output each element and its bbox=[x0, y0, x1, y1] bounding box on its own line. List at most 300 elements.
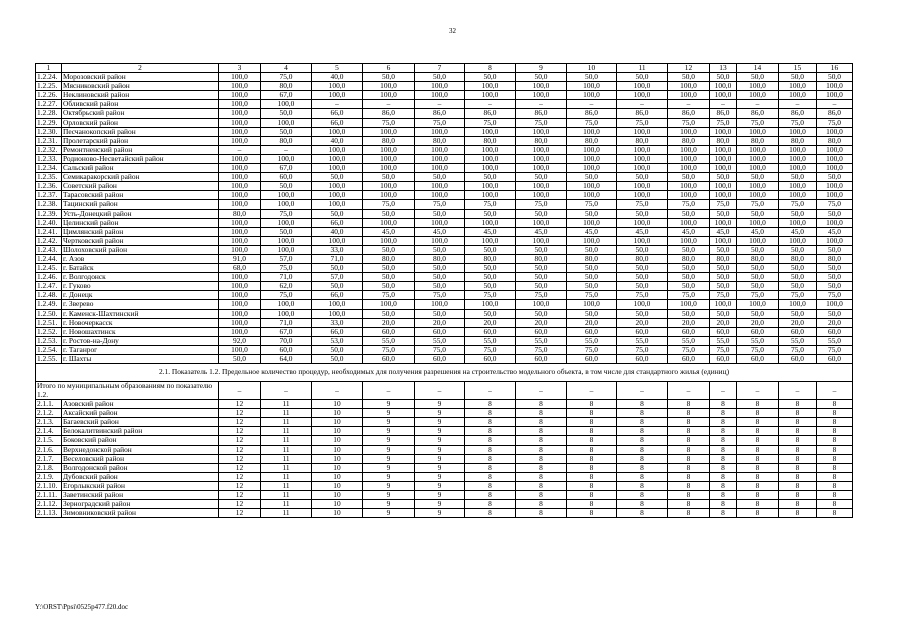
table-cell: 100,0 bbox=[737, 145, 779, 154]
table-cell: 11 bbox=[261, 418, 312, 427]
table-row bbox=[36, 182, 853, 191]
table-cell: 50,0 bbox=[779, 173, 817, 182]
table-cell: 50,0 bbox=[668, 282, 710, 291]
table-cell: 8 bbox=[668, 418, 710, 427]
table-cell: 50,0 bbox=[817, 73, 853, 82]
table-cell: 50,0 bbox=[668, 264, 710, 273]
table-cell: 100,0 bbox=[668, 82, 710, 91]
table-cell: 1.2.48. bbox=[36, 291, 62, 300]
table-cell: 75,0 bbox=[465, 291, 516, 300]
table-cell: 75,0 bbox=[668, 345, 710, 354]
table-cell: 50,0 bbox=[465, 309, 516, 318]
table-cell: 8 bbox=[668, 427, 710, 436]
table-cell: 8 bbox=[710, 509, 737, 518]
table-row bbox=[36, 336, 853, 345]
table-cell: 100,0 bbox=[779, 154, 817, 163]
table-cell: Белокалитвинский район bbox=[62, 427, 219, 436]
table-cell: 8 bbox=[737, 409, 779, 418]
table-cell: 100,0 bbox=[779, 191, 817, 200]
table-cell: 100,0 bbox=[779, 91, 817, 100]
table-cell: 86,0 bbox=[465, 109, 516, 118]
table-cell: 100,0 bbox=[779, 218, 817, 227]
table-cell: – bbox=[415, 100, 465, 109]
table-cell: 100,0 bbox=[668, 182, 710, 191]
table-cell: 8 bbox=[779, 409, 817, 418]
table-cell: 10 bbox=[312, 481, 363, 490]
table-row bbox=[36, 136, 853, 145]
table-cell: 1.2.31. bbox=[36, 136, 62, 145]
table-cell: 100,0 bbox=[668, 218, 710, 227]
table-cell: 12 bbox=[219, 427, 261, 436]
table-cell: 100,0 bbox=[219, 82, 261, 91]
table-cell: 9 bbox=[415, 509, 465, 518]
table-cell: 53,0 bbox=[312, 336, 363, 345]
table-cell: 100,0 bbox=[710, 164, 737, 173]
table-cell: 50,0 bbox=[737, 173, 779, 182]
table-cell: 60,0 bbox=[363, 355, 415, 364]
table-cell: 100,0 bbox=[363, 182, 415, 191]
table-cell: 10 bbox=[312, 472, 363, 481]
table-cell: 8 bbox=[668, 500, 710, 509]
table-cell: 8 bbox=[567, 463, 617, 472]
table-cell: 8 bbox=[465, 436, 516, 445]
table-cell: 100,0 bbox=[261, 218, 312, 227]
table-cell: 100,0 bbox=[617, 300, 668, 309]
table-cell: 86,0 bbox=[668, 109, 710, 118]
table-cell: Неклиновский район bbox=[62, 91, 219, 100]
table-cell: 50,0 bbox=[617, 209, 668, 218]
table-cell: 100,0 bbox=[779, 145, 817, 154]
table-cell: 62,0 bbox=[261, 282, 312, 291]
table-cell: 12 bbox=[219, 436, 261, 445]
table-row bbox=[36, 209, 853, 218]
table-cell: 11 bbox=[261, 400, 312, 409]
table-cell: 100,0 bbox=[465, 164, 516, 173]
table-cell: 8 bbox=[617, 427, 668, 436]
table-cell: 100,0 bbox=[516, 154, 567, 163]
table-cell: – bbox=[261, 382, 312, 400]
table-row bbox=[36, 118, 853, 127]
table-cell: 64,0 bbox=[261, 355, 312, 364]
table-cell: 4 bbox=[261, 64, 312, 73]
table-cell: 60,0 bbox=[516, 327, 567, 336]
table-cell: 100,0 bbox=[710, 145, 737, 154]
table-cell: 9 bbox=[363, 436, 415, 445]
table-cell: 8 bbox=[668, 454, 710, 463]
table-row bbox=[36, 355, 853, 364]
table-cell: 50,0 bbox=[261, 127, 312, 136]
table-cell: 100,0 bbox=[817, 127, 853, 136]
table-cell: 8 bbox=[710, 491, 737, 500]
table-cell: 12 bbox=[219, 418, 261, 427]
table-cell: 2.1.13. bbox=[36, 509, 62, 518]
table-cell: 100,0 bbox=[567, 91, 617, 100]
table-cell: 50,0 bbox=[817, 264, 853, 273]
table-cell: 45,0 bbox=[737, 227, 779, 236]
table-cell: – bbox=[737, 382, 779, 400]
table-cell: 100,0 bbox=[415, 300, 465, 309]
table-cell: 8 bbox=[617, 445, 668, 454]
table-cell: 1.2.47. bbox=[36, 282, 62, 291]
table-cell: 12 bbox=[219, 445, 261, 454]
table-cell: 8 bbox=[779, 427, 817, 436]
table-cell: 8 bbox=[817, 436, 853, 445]
table-cell: 75,0 bbox=[617, 200, 668, 209]
table-cell: 50,0 bbox=[817, 173, 853, 182]
table-cell: – bbox=[779, 100, 817, 109]
table-cell: 9 bbox=[415, 409, 465, 418]
table-cell: – bbox=[779, 382, 817, 400]
table-cell: 100,0 bbox=[710, 127, 737, 136]
table-cell: 20,0 bbox=[465, 318, 516, 327]
table-cell: 60,0 bbox=[617, 355, 668, 364]
table-cell: 100,0 bbox=[710, 300, 737, 309]
table-cell: 1.2.53. bbox=[36, 336, 62, 345]
table-cell: 100,0 bbox=[668, 127, 710, 136]
table-cell: 8 bbox=[779, 500, 817, 509]
table-cell: 50,0 bbox=[516, 209, 567, 218]
table-cell: 8 bbox=[516, 400, 567, 409]
table-cell: 8 bbox=[567, 445, 617, 454]
table-cell: 60,0 bbox=[567, 327, 617, 336]
table-cell: 100,0 bbox=[415, 182, 465, 191]
table-cell: 50,0 bbox=[779, 309, 817, 318]
table-cell: 100,0 bbox=[710, 182, 737, 191]
table-cell: 1.2.44. bbox=[36, 254, 62, 263]
table-cell: 100,0 bbox=[710, 91, 737, 100]
table-cell: 60,0 bbox=[779, 327, 817, 336]
table-cell: 75,0 bbox=[737, 200, 779, 209]
table-cell: 75,0 bbox=[617, 291, 668, 300]
table-cell: 1.2.24. bbox=[36, 73, 62, 82]
table-cell: 100,0 bbox=[415, 218, 465, 227]
table-cell: 86,0 bbox=[737, 109, 779, 118]
table-cell: 11 bbox=[617, 64, 668, 73]
table-row bbox=[36, 500, 853, 509]
table-cell: 50,0 bbox=[363, 245, 415, 254]
table-cell: 100,0 bbox=[465, 127, 516, 136]
table-cell: 100,0 bbox=[219, 118, 261, 127]
table-cell: – bbox=[737, 100, 779, 109]
table-cell: 9 bbox=[415, 445, 465, 454]
table-cell: 8 bbox=[465, 64, 516, 73]
table-cell: 80,0 bbox=[710, 136, 737, 145]
table-cell: 50,0 bbox=[363, 73, 415, 82]
table-row bbox=[36, 73, 853, 82]
table-cell: 8 bbox=[710, 400, 737, 409]
table-row bbox=[36, 309, 853, 318]
table-cell: 8 bbox=[567, 500, 617, 509]
table-cell: 100,0 bbox=[516, 236, 567, 245]
table-cell: 8 bbox=[779, 418, 817, 427]
table-cell: – bbox=[465, 100, 516, 109]
table-cell: 80,0 bbox=[668, 254, 710, 263]
table-cell: 8 bbox=[516, 491, 567, 500]
table-row bbox=[36, 173, 853, 182]
table-cell: 100,0 bbox=[261, 100, 312, 109]
table-cell: г. Волгодонск bbox=[62, 273, 219, 282]
table-cell: Сальский район bbox=[62, 164, 219, 173]
table-cell: 60,0 bbox=[779, 355, 817, 364]
table-cell: Целинский район bbox=[62, 218, 219, 227]
table-cell: 50,0 bbox=[516, 173, 567, 182]
table-cell: 75,0 bbox=[465, 345, 516, 354]
table-cell: 8 bbox=[737, 418, 779, 427]
table-cell: Октябрьский район bbox=[62, 109, 219, 118]
table-cell: 50,0 bbox=[465, 173, 516, 182]
table-cell: – bbox=[668, 100, 710, 109]
table-cell: 8 bbox=[710, 500, 737, 509]
table-cell: Шолоховский район bbox=[62, 245, 219, 254]
table-cell: 75,0 bbox=[617, 345, 668, 354]
table-cell: – bbox=[668, 382, 710, 400]
table-cell: 75,0 bbox=[817, 345, 853, 354]
table-cell: 67,0 bbox=[261, 91, 312, 100]
table-cell: 11 bbox=[261, 500, 312, 509]
table-cell: 100,0 bbox=[737, 218, 779, 227]
table-cell: 50,0 bbox=[668, 173, 710, 182]
table-cell: 8 bbox=[516, 445, 567, 454]
table-cell: 1 bbox=[36, 64, 62, 73]
table-cell: 50,0 bbox=[363, 264, 415, 273]
table-row bbox=[36, 254, 853, 263]
table-cell: 11 bbox=[261, 454, 312, 463]
table-row bbox=[36, 282, 853, 291]
table-cell: 50,0 bbox=[567, 273, 617, 282]
table-cell: 50,0 bbox=[817, 273, 853, 282]
table-row bbox=[36, 318, 853, 327]
table-cell: 100,0 bbox=[779, 300, 817, 309]
table-cell: 100,0 bbox=[219, 154, 261, 163]
table-cell: 40,0 bbox=[312, 227, 363, 236]
table-cell: Волгодонской район bbox=[62, 463, 219, 472]
table-cell: 100,0 bbox=[737, 300, 779, 309]
table-cell: 8 bbox=[710, 445, 737, 454]
table-cell: 8 bbox=[617, 500, 668, 509]
table-cell: 11 bbox=[261, 463, 312, 472]
table-cell: 60,0 bbox=[415, 327, 465, 336]
table-cell: 9 bbox=[415, 400, 465, 409]
table-cell: 1.2.46. bbox=[36, 273, 62, 282]
table-cell: 50,0 bbox=[465, 264, 516, 273]
table-cell: 1.2.52. bbox=[36, 327, 62, 336]
table-cell: 100,0 bbox=[617, 91, 668, 100]
table-row bbox=[36, 445, 853, 454]
table-cell: 12 bbox=[219, 481, 261, 490]
table-cell: 100,0 bbox=[516, 82, 567, 91]
table-cell: 10 bbox=[312, 463, 363, 472]
table-cell: 50,0 bbox=[668, 309, 710, 318]
table-cell: 1.2.42. bbox=[36, 236, 62, 245]
table-cell: 1.2.25. bbox=[36, 82, 62, 91]
table-cell: 45,0 bbox=[567, 227, 617, 236]
table-cell: 75,0 bbox=[261, 73, 312, 82]
table-cell: 50,0 bbox=[516, 273, 567, 282]
table-cell: 100,0 bbox=[261, 309, 312, 318]
table-cell: 50,0 bbox=[817, 282, 853, 291]
table-cell: 50,0 bbox=[737, 209, 779, 218]
table-row bbox=[36, 100, 853, 109]
table-cell: – bbox=[415, 382, 465, 400]
table-cell: 9 bbox=[415, 418, 465, 427]
table-cell: 100,0 bbox=[415, 127, 465, 136]
table-cell: 80,0 bbox=[465, 136, 516, 145]
table-cell: 55,0 bbox=[363, 336, 415, 345]
table-cell: 9 bbox=[363, 400, 415, 409]
table-cell: 75,0 bbox=[415, 118, 465, 127]
table-cell: 75,0 bbox=[363, 345, 415, 354]
table-cell: 8 bbox=[737, 436, 779, 445]
table-cell: Родионово-Несветайский район bbox=[62, 154, 219, 163]
table-cell: 1.2.50. bbox=[36, 309, 62, 318]
table-cell: 9 bbox=[363, 454, 415, 463]
table-cell: 80,0 bbox=[261, 82, 312, 91]
table-cell: 10 bbox=[312, 454, 363, 463]
table-cell: 50,0 bbox=[567, 309, 617, 318]
table-cell: 80,0 bbox=[817, 136, 853, 145]
table-row bbox=[36, 409, 853, 418]
table-cell: 80,0 bbox=[516, 136, 567, 145]
table-cell: 100,0 bbox=[219, 291, 261, 300]
table-cell: 100,0 bbox=[737, 91, 779, 100]
table-cell: 100,0 bbox=[668, 191, 710, 200]
table-cell: 86,0 bbox=[779, 109, 817, 118]
table-cell: 60,0 bbox=[737, 355, 779, 364]
total-row-label: Итого по муниципальным образованиям по показателю 1.2. bbox=[36, 382, 219, 400]
table-cell: 50,0 bbox=[415, 282, 465, 291]
table-cell: – bbox=[312, 100, 363, 109]
table-cell: 80,0 bbox=[817, 254, 853, 263]
table-cell: 100,0 bbox=[415, 82, 465, 91]
table-cell: 20,0 bbox=[817, 318, 853, 327]
table-cell: г. Зверево bbox=[62, 300, 219, 309]
table-cell: 1.2.38. bbox=[36, 200, 62, 209]
table-cell: 100,0 bbox=[516, 191, 567, 200]
table-cell: 8 bbox=[737, 472, 779, 481]
table-cell: 1.2.26. bbox=[36, 91, 62, 100]
table-cell: 100,0 bbox=[363, 236, 415, 245]
table-cell: 100,0 bbox=[737, 164, 779, 173]
table-cell: 50,0 bbox=[261, 109, 312, 118]
table-cell: 11 bbox=[261, 427, 312, 436]
table-cell: 80,0 bbox=[567, 254, 617, 263]
table-cell: 100,0 bbox=[516, 164, 567, 173]
table-cell: 9 bbox=[415, 491, 465, 500]
table-cell: 50,0 bbox=[261, 182, 312, 191]
table-cell: – bbox=[567, 382, 617, 400]
table-cell: 50,0 bbox=[710, 282, 737, 291]
table-cell: 75,0 bbox=[415, 200, 465, 209]
table-cell: 50,0 bbox=[415, 309, 465, 318]
table-cell: 50,0 bbox=[779, 264, 817, 273]
table-cell: 8 bbox=[465, 418, 516, 427]
table-cell: 8 bbox=[617, 409, 668, 418]
table-cell: 50,0 bbox=[779, 282, 817, 291]
table-cell: 71,0 bbox=[261, 318, 312, 327]
table-cell: 100,0 bbox=[710, 191, 737, 200]
table-cell: 1.2.55. bbox=[36, 355, 62, 364]
table-cell: 75,0 bbox=[516, 345, 567, 354]
table-row bbox=[36, 218, 853, 227]
table-cell: – bbox=[516, 382, 567, 400]
table-cell: 8 bbox=[710, 418, 737, 427]
table-cell: – bbox=[710, 382, 737, 400]
table-cell: 100,0 bbox=[617, 236, 668, 245]
table-cell: 55,0 bbox=[779, 336, 817, 345]
table-cell: 100,0 bbox=[219, 236, 261, 245]
table-cell: 2.1.1. bbox=[36, 400, 62, 409]
table-cell: 100,0 bbox=[817, 236, 853, 245]
table-cell: 8 bbox=[710, 454, 737, 463]
table-cell: 1.2.49. bbox=[36, 300, 62, 309]
table-cell: 100,0 bbox=[817, 300, 853, 309]
table-cell: 50,0 bbox=[465, 273, 516, 282]
table-row bbox=[36, 454, 853, 463]
table-cell: 100,0 bbox=[710, 154, 737, 163]
table-cell: 100,0 bbox=[817, 91, 853, 100]
table-cell: 2.1.11. bbox=[36, 491, 62, 500]
table-cell: 100,0 bbox=[710, 218, 737, 227]
table-cell: Зимовниковский район bbox=[62, 509, 219, 518]
table-row bbox=[36, 436, 853, 445]
table-cell: 75,0 bbox=[737, 345, 779, 354]
table-cell: – bbox=[617, 382, 668, 400]
table-cell: 2.1.4. bbox=[36, 427, 62, 436]
table-cell: 8 bbox=[737, 500, 779, 509]
table-cell: 100,0 bbox=[465, 145, 516, 154]
table-cell: 100,0 bbox=[567, 182, 617, 191]
table-cell: 86,0 bbox=[710, 109, 737, 118]
table-cell: 50,0 bbox=[668, 273, 710, 282]
table-cell: 8 bbox=[817, 500, 853, 509]
table-cell: 9 bbox=[363, 463, 415, 472]
table-cell: 8 bbox=[617, 463, 668, 472]
table-cell: 7 bbox=[415, 64, 465, 73]
table-cell: 33,0 bbox=[312, 245, 363, 254]
table-cell: 8 bbox=[668, 472, 710, 481]
table-cell: 80,0 bbox=[261, 136, 312, 145]
table-cell: 8 bbox=[465, 463, 516, 472]
table-cell: 2.1.2. bbox=[36, 409, 62, 418]
table-cell: 8 bbox=[617, 491, 668, 500]
table-cell: – bbox=[817, 382, 853, 400]
table-cell: 100,0 bbox=[516, 145, 567, 154]
table-cell: 12 bbox=[219, 409, 261, 418]
table-cell: 75,0 bbox=[363, 291, 415, 300]
table-cell: 1.2.54. bbox=[36, 345, 62, 354]
table-cell: 100,0 bbox=[779, 182, 817, 191]
table-cell: 12 bbox=[219, 454, 261, 463]
table-cell: 50,0 bbox=[363, 282, 415, 291]
table-cell: 9 bbox=[363, 472, 415, 481]
table-cell: 9 bbox=[363, 409, 415, 418]
table-cell: 8 bbox=[617, 472, 668, 481]
table-cell: 1.2.43. bbox=[36, 245, 62, 254]
table-cell: 1.2.28. bbox=[36, 109, 62, 118]
table-cell: Егорлыкский район bbox=[62, 481, 219, 490]
table-cell: 12 bbox=[219, 472, 261, 481]
table-cell: 9 bbox=[415, 481, 465, 490]
table-cell: 11 bbox=[261, 481, 312, 490]
table-cell: 100,0 bbox=[516, 218, 567, 227]
table-cell: 80,0 bbox=[779, 136, 817, 145]
table-cell: 100,0 bbox=[817, 182, 853, 191]
table-cell: 8 bbox=[465, 481, 516, 490]
table-cell: 9 bbox=[415, 500, 465, 509]
table-cell: 100,0 bbox=[219, 191, 261, 200]
table-cell: 45,0 bbox=[710, 227, 737, 236]
table-cell: 50,0 bbox=[710, 245, 737, 254]
